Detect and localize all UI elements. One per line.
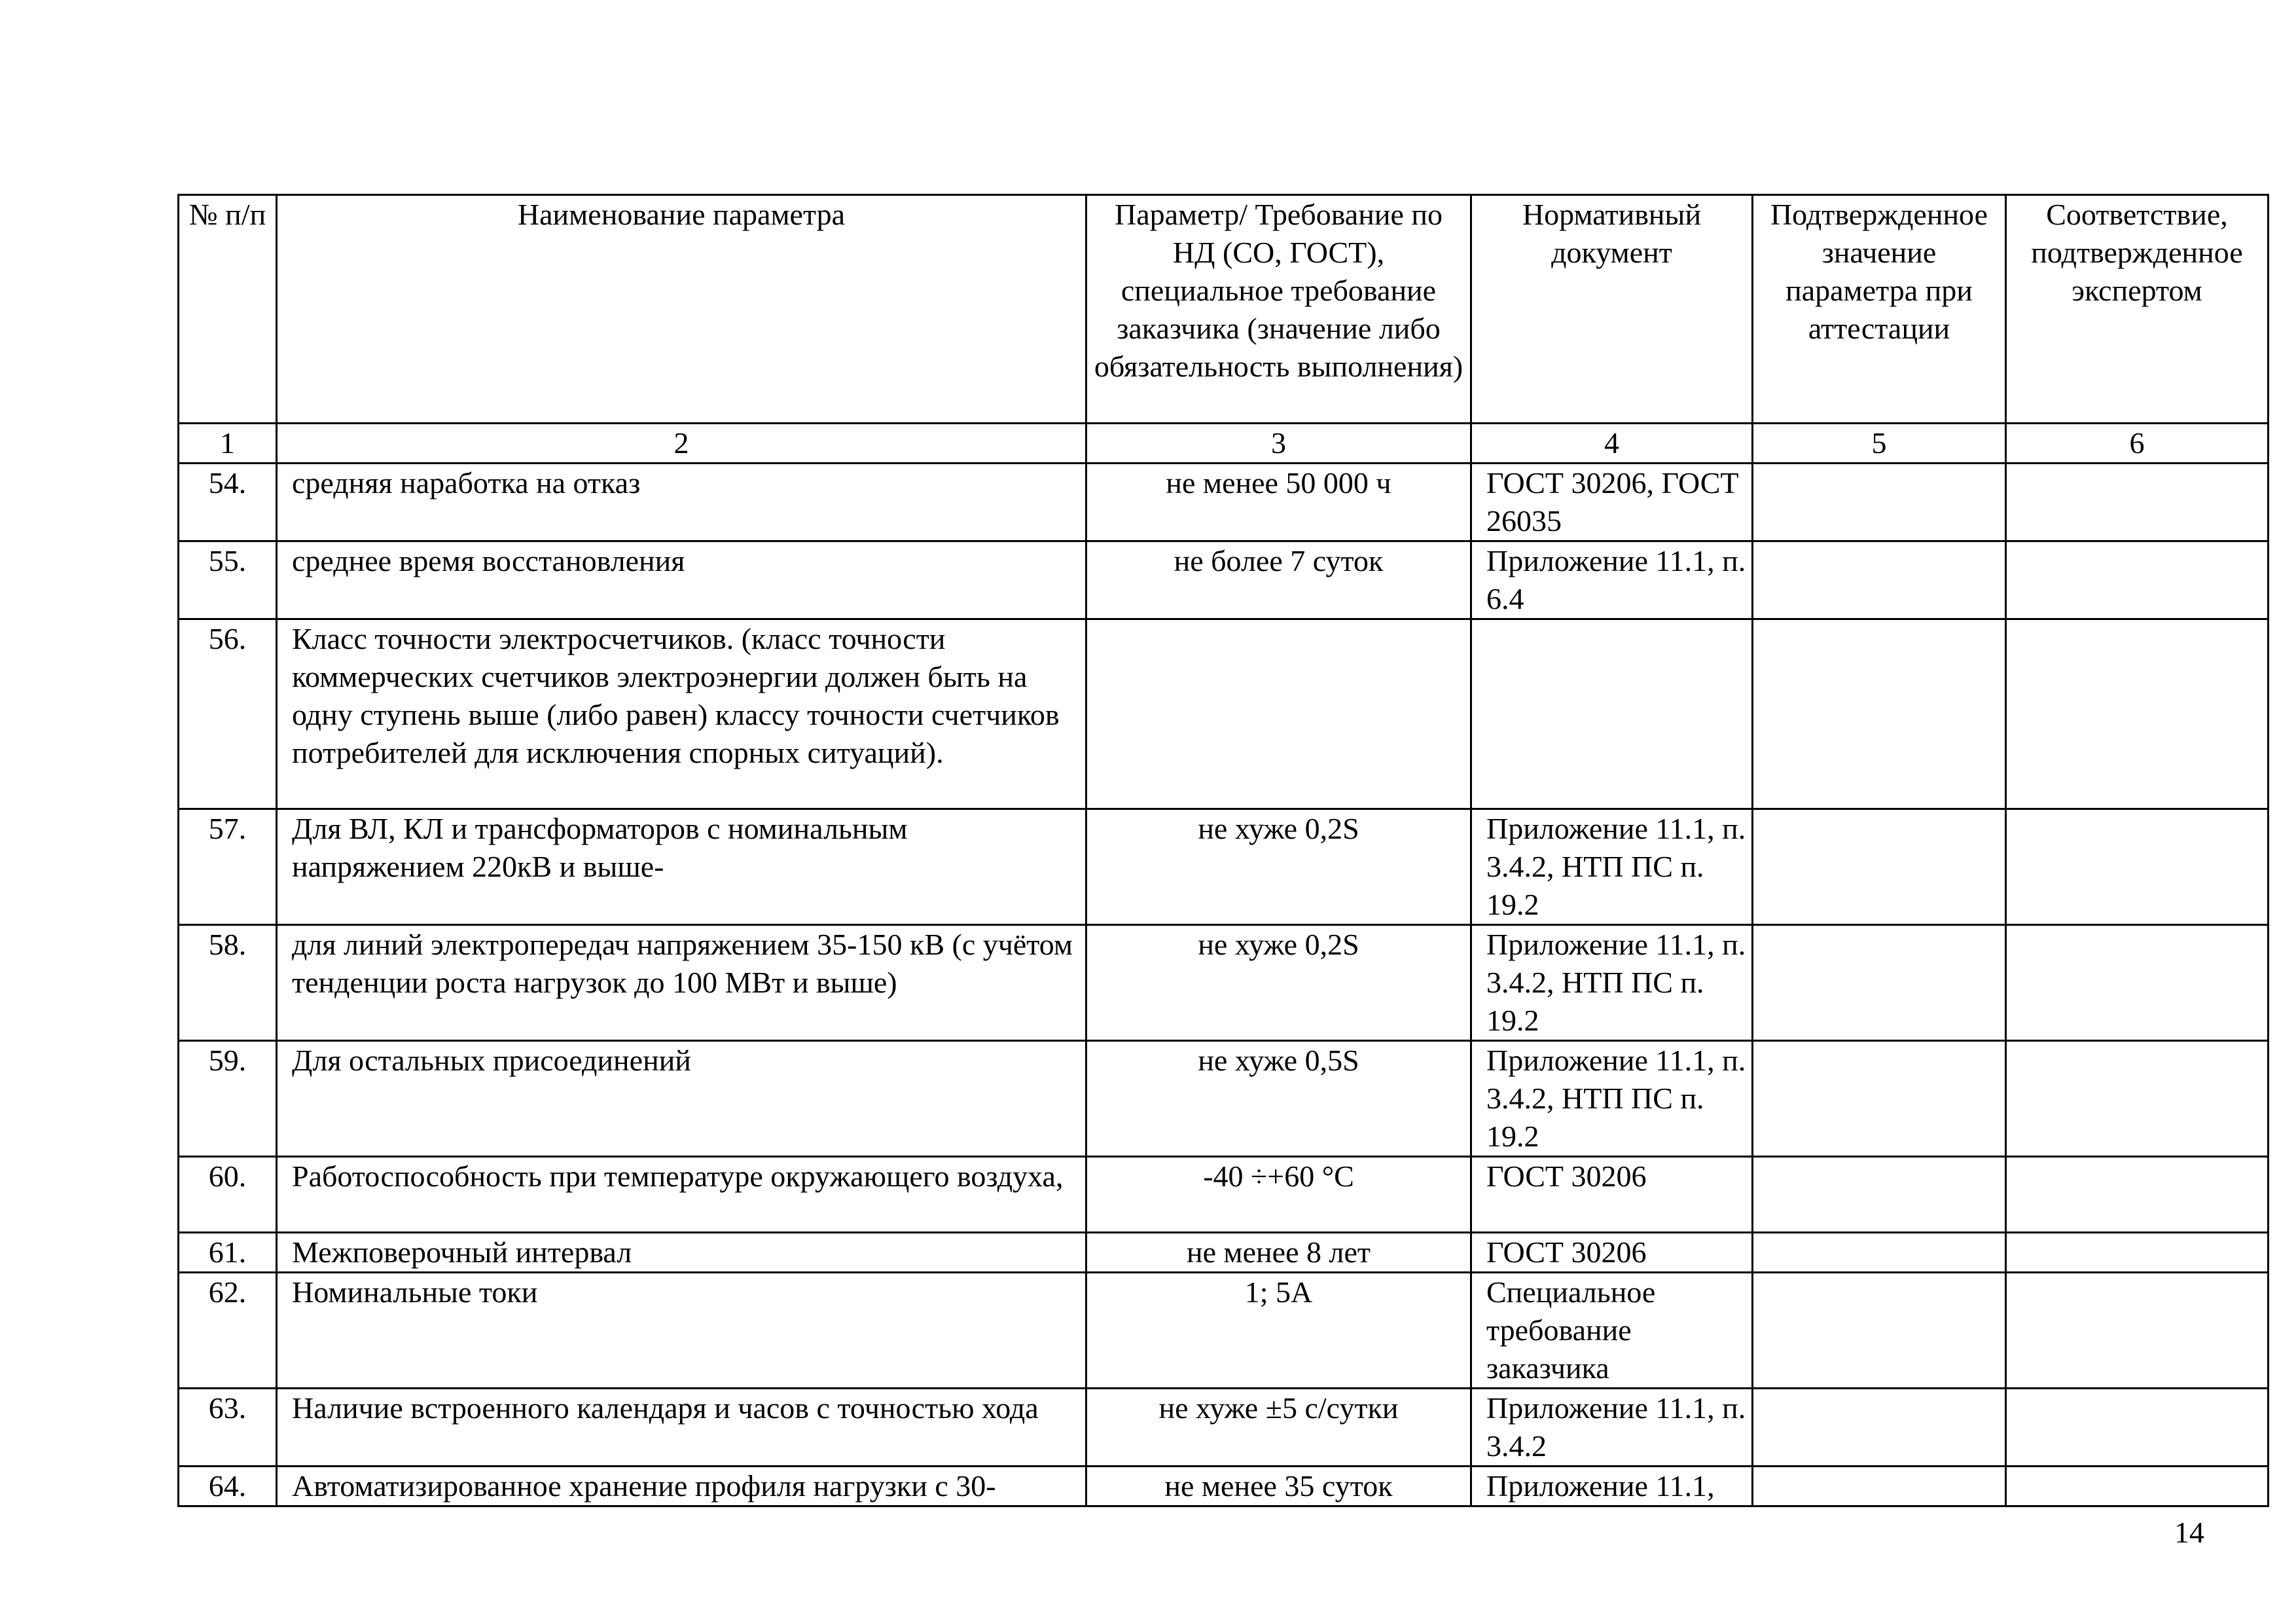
row-number: 64. xyxy=(179,1467,277,1506)
column-number: 5 xyxy=(1753,424,2006,464)
parameter-requirement: не менее 35 суток xyxy=(1086,1467,1471,1506)
page-number: 14 xyxy=(2174,1516,2204,1549)
parameters-table xyxy=(177,194,2269,1507)
column-number: 6 xyxy=(2006,424,2269,464)
parameter-name: Класс точности электросчетчиков. (класс точности коммерческих счетчиков электроэнергии должен быть на одну ступень выше (либо равен) классу точности счетчиков потребителей для исключения спорных ситуаций). xyxy=(277,619,1086,809)
normative-document: Приложение 11.1, п. 3.4.2, НТП ПС п. 19.2 xyxy=(1471,925,1753,1041)
table-row xyxy=(179,619,2269,809)
parameter-requirement: не более 7 суток xyxy=(1086,541,1471,619)
normative-document: ГОСТ 30206 xyxy=(1471,1157,1753,1233)
expert-compliance xyxy=(2006,1233,2269,1273)
row-number: 62. xyxy=(179,1273,277,1389)
confirmed-value xyxy=(1753,1157,2006,1233)
table-row xyxy=(179,1273,2269,1389)
table-row xyxy=(179,541,2269,619)
row-number: 63. xyxy=(179,1389,277,1467)
column-number: 3 xyxy=(1086,424,1471,464)
expert-compliance xyxy=(2006,1157,2269,1233)
table-row xyxy=(179,464,2269,541)
parameter-requirement: не хуже 0,2S xyxy=(1086,925,1471,1041)
parameter-name: для линий электропередач напряжением 35-150 кВ (с учётом тенденции роста нагрузок до 100 МВт и выше) xyxy=(277,925,1086,1041)
header-num: № п/п xyxy=(179,195,277,424)
expert-compliance xyxy=(2006,619,2269,809)
table-row xyxy=(179,1041,2269,1157)
table-row xyxy=(179,1389,2269,1467)
expert-compliance xyxy=(2006,1273,2269,1389)
parameter-requirement: -40 ÷+60 °С xyxy=(1086,1157,1471,1233)
parameter-name: средняя наработка на отказ xyxy=(277,464,1086,541)
parameter-requirement: не хуже 0,2S xyxy=(1086,809,1471,925)
row-number: 58. xyxy=(179,925,277,1041)
table-row xyxy=(179,925,2269,1041)
column-number-row xyxy=(179,424,2269,464)
parameter-requirement: 1; 5А xyxy=(1086,1273,1471,1389)
parameter-name: Для остальных присоединений xyxy=(277,1041,1086,1157)
parameter-name: Межповерочный интервал xyxy=(277,1233,1086,1273)
normative-document: Приложение 11.1, п. 3.4.2, НТП ПС п. 19.2 xyxy=(1471,1041,1753,1157)
confirmed-value xyxy=(1753,809,2006,925)
confirmed-value xyxy=(1753,619,2006,809)
normative-document: Приложение 11.1, п. 3.4.2, НТП ПС п. 19.2 xyxy=(1471,809,1753,925)
expert-compliance xyxy=(2006,1389,2269,1467)
column-number: 4 xyxy=(1471,424,1753,464)
parameter-requirement: не хуже ±5 с/сутки xyxy=(1086,1389,1471,1467)
confirmed-value xyxy=(1753,1233,2006,1273)
header-confirmed-value: Подтвержденное значение параметра при аттестации xyxy=(1753,195,2006,424)
expert-compliance xyxy=(2006,541,2269,619)
parameter-name: среднее время восстановления xyxy=(277,541,1086,619)
confirmed-value xyxy=(1753,925,2006,1041)
header-compliance: Соответствие, подтвержденное экспертом xyxy=(2006,195,2269,424)
confirmed-value xyxy=(1753,1467,2006,1506)
normative-document: ГОСТ 30206, ГОСТ 26035 xyxy=(1471,464,1753,541)
row-number: 54. xyxy=(179,464,277,541)
normative-document: Специальное требование заказчика xyxy=(1471,1273,1753,1389)
table-row xyxy=(179,1233,2269,1273)
table-row xyxy=(179,809,2269,925)
table-row xyxy=(179,1157,2269,1233)
header-requirement: Параметр/ Требование по НД (СО, ГОСТ), специальное требование заказчика (значение либо обязательность выполнения) xyxy=(1086,195,1471,424)
parameter-name: Наличие встроенного календаря и часов с точностью хода xyxy=(277,1389,1086,1467)
header-parameter-name: Наименование параметра xyxy=(277,195,1086,424)
header-normative-document: Нормативный документ xyxy=(1471,195,1753,424)
column-number: 1 xyxy=(179,424,277,464)
normative-document xyxy=(1471,619,1753,809)
confirmed-value xyxy=(1753,1389,2006,1467)
row-number: 61. xyxy=(179,1233,277,1273)
expert-compliance xyxy=(2006,1041,2269,1157)
parameter-name: Номинальные токи xyxy=(277,1273,1086,1389)
table-row xyxy=(179,1467,2269,1506)
parameter-name: Для ВЛ, КЛ и трансформаторов с номинальным напряжением 220кВ и выше- xyxy=(277,809,1086,925)
row-number: 60. xyxy=(179,1157,277,1233)
confirmed-value xyxy=(1753,1273,2006,1389)
normative-document: Приложение 11.1, п. 3.4.2 xyxy=(1471,1389,1753,1467)
expert-compliance xyxy=(2006,925,2269,1041)
row-number: 59. xyxy=(179,1041,277,1157)
row-number: 57. xyxy=(179,809,277,925)
confirmed-value xyxy=(1753,541,2006,619)
column-number: 2 xyxy=(277,424,1086,464)
parameter-name: Работоспособность при температуре окружающего воздуха, xyxy=(277,1157,1086,1233)
parameter-requirement: не хуже 0,5S xyxy=(1086,1041,1471,1157)
parameter-requirement xyxy=(1086,619,1471,809)
parameter-requirement: не менее 8 лет xyxy=(1086,1233,1471,1273)
table-header-row xyxy=(179,195,2269,424)
normative-document: ГОСТ 30206 xyxy=(1471,1233,1753,1273)
expert-compliance xyxy=(2006,464,2269,541)
confirmed-value xyxy=(1753,464,2006,541)
expert-compliance xyxy=(2006,809,2269,925)
normative-document: Приложение 11.1, п. 6.4 xyxy=(1471,541,1753,619)
expert-compliance xyxy=(2006,1467,2269,1506)
confirmed-value xyxy=(1753,1041,2006,1157)
parameter-name: Автоматизированное хранение профиля нагрузки с 30- xyxy=(277,1467,1086,1506)
normative-document: Приложение 11.1, xyxy=(1471,1467,1753,1506)
parameter-requirement: не менее 50 000 ч xyxy=(1086,464,1471,541)
row-number: 56. xyxy=(179,619,277,809)
row-number: 55. xyxy=(179,541,277,619)
